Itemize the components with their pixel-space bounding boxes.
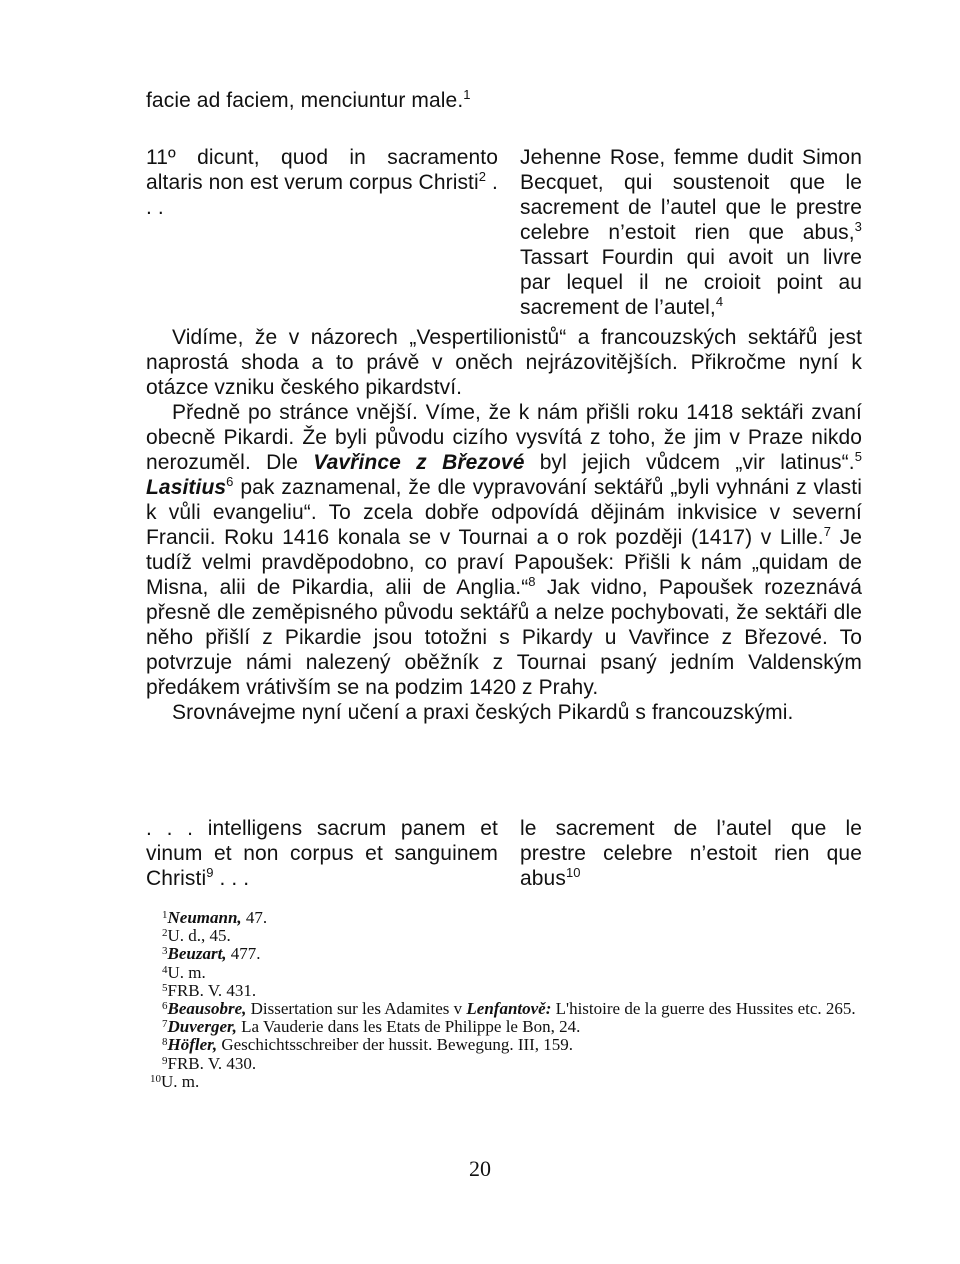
author-name-vavrinec: Vavřince z Březové — [313, 451, 525, 474]
footnote-ref-9: 9 — [206, 865, 214, 880]
quote-1-french: Jehenne Rose, femme dudit Simon Becquet, qui soustenoit que le sacrement de l’autel que le prestre celebre n’estoit rien que abus,$^3$ Tassart Fourdin qui avoit un livre par lequel il ne croioit point au sacrement de l’autel,$^4$ — [520, 146, 862, 319]
page-number: 20 — [469, 1156, 491, 1181]
top-quote-block — [146, 88, 862, 113]
footnote-ref-10: 10 — [565, 865, 581, 880]
footnote-ref-6: 6 — [226, 474, 234, 489]
paragraph-2: Předně po stránce vnější. Víme, že k nám přišli roku 1418 sektáři zvaní obecně Pikardi. Že byli původu cizího vysvítá z toho, že jim v Praze nikdo nerozuměl. Dle Vavřince z Březové byl jejich vůdcem „vir latinus“.$^5$ Lasitius$^6$ pak zaznamenal, že dle vypravování sektářů „byli vyhnáni z vlasti k vůli evangeliu“. To zcela dobře odpovídá dějinám inkvisice v severní Francii. Roku 1416 konala se v Tournai a o rok později (1417) v Lille.$^7$ Je tudíž velmi pravděpodobno, co praví Papoušek: Přišli k nám „quidam de Misna, alii de Pikardia, alii de Anglia.“$^8$ Jak vidno, Papoušek rozeznává přesně dle zeměpisného původu sektářů a nelze pochybovati, že sektáři dle něho přišlí z Pikardie jsou totožni s Pikardy u Vavřince z Březové. To potvrzuje námi nalezený oběžník z Tournai psaný jedním Valdenským předákem vrátivším se na podzim 1420 z Prahy. — [146, 401, 863, 699]
footnote-6: $^6$Beausobre, Dissertation sur les Adamites v Lenfantově: L'histoire de la guerre des Hussites etc. 265. — [162, 999, 856, 1019]
footnote-8: $^8$Höfler, Geschichtsschreiber der hussit. Bewegung. III, 159. — [162, 1035, 574, 1055]
footnote-10: $^{10}$U. m. — [150, 1071, 200, 1091]
footnote-ref-4: 4 — [715, 294, 724, 309]
footnote-ref-7: 7 — [823, 524, 832, 539]
footnote-ref-5: 5 — [854, 449, 863, 464]
footnote-2: $^2$U. d., 45. — [162, 926, 231, 946]
quote-1-latin: 11º dicunt, quod in sacramento altaris non est verum corpus Christi$^2$ . . . — [146, 146, 498, 219]
footnote-9: $^9$FRB. V. 430. — [162, 1053, 257, 1073]
footnote-ref-8: 8 — [528, 574, 536, 589]
top-quote-latin: facie ad faciem, menciuntur male.$^1$ — [146, 87, 471, 112]
paragraph-3: Srovnávejme nyní učení a praxi českých Pikardů s francouzskými. — [172, 701, 794, 724]
footnote-1: $^1$Neumann, 47. — [162, 908, 268, 927]
footnote-ref-3: 3 — [854, 219, 862, 234]
author-name-lasitius: Lasitius — [146, 476, 227, 499]
footnotes — [146, 909, 862, 1091]
footnote-4: $^4$U. m. — [162, 962, 206, 982]
body-text — [146, 325, 862, 725]
footnote-ref-1: 1 — [463, 87, 471, 102]
parallel-quote-2 — [146, 816, 862, 891]
footnote-7: $^7$Duverger, La Vauderie dans les Etats de Philippe le Bon, 24. — [162, 1017, 581, 1037]
paragraph-1: Vidíme, že v názorech „Vespertilionistů“ a francouzských sektářů jest naprostá shoda a to právě v oněch nejrázovitějších. Přikročme nyní k otázce vzniku českého pikardství. — [146, 326, 862, 399]
footnote-ref-2: 2 — [478, 169, 487, 184]
footnote-3: $^3$Beuzart, 477. — [162, 944, 261, 964]
quote-2-french: le sacrement de l’autel que le prestre celebre n’estoit rien que abus$^{10}$ — [520, 817, 862, 890]
parallel-quote-1 — [146, 145, 862, 320]
footnote-5: $^5$FRB. V. 431. — [162, 980, 257, 1000]
quote-2-latin: . . . intelligens sacrum panem et vinum et non corpus et sanguinem Christi$^9$ . . . — [146, 817, 498, 890]
